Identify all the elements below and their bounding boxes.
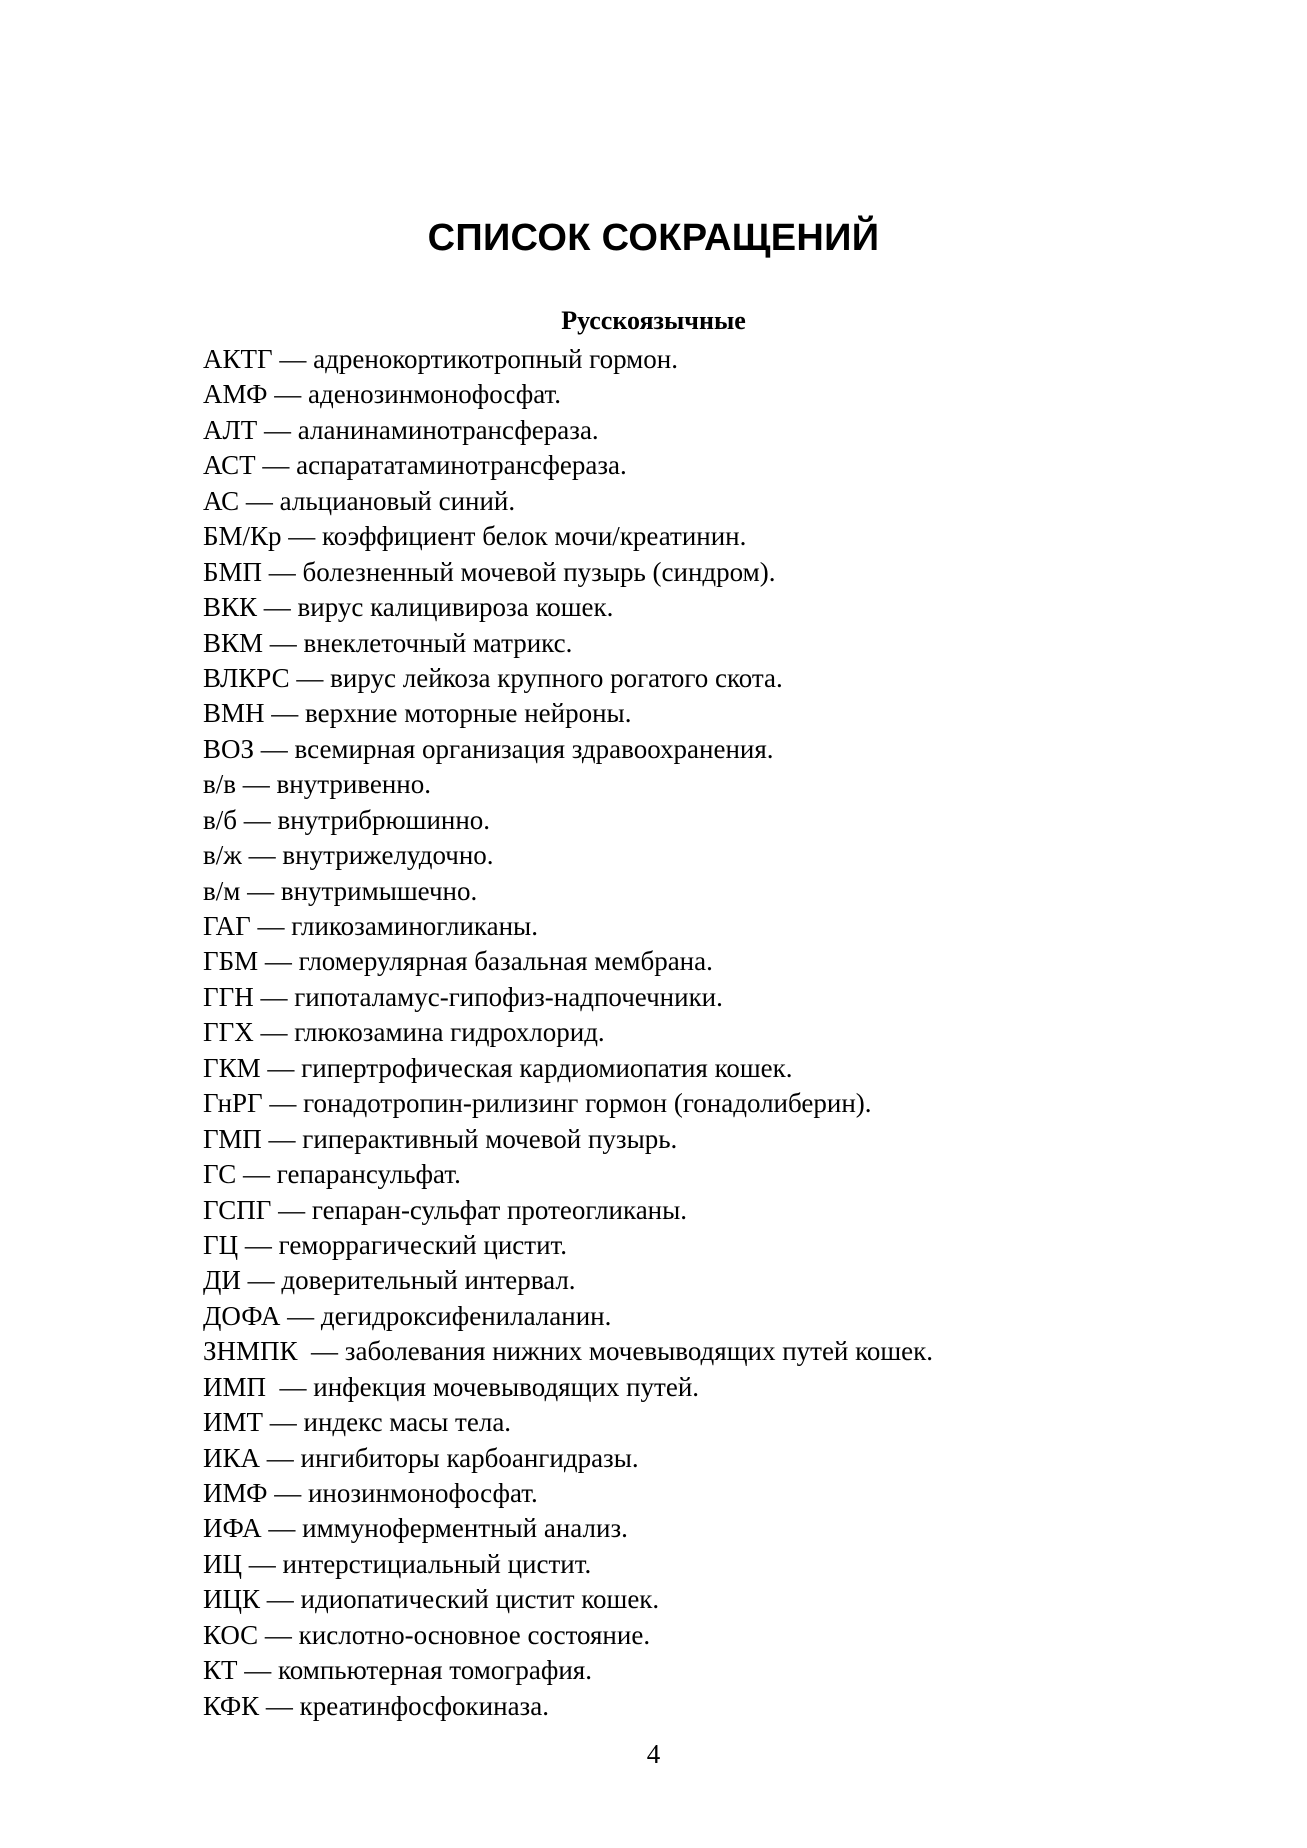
- abbreviation-entry: ИМП — инфекция мочевыводящих путей.: [203, 1371, 700, 1402]
- abbreviation-entry: ИМФ — инозинмонофосфат.: [203, 1478, 538, 1508]
- abbreviation-list: [203, 342, 1213, 1724]
- abbreviation-entry: КОС — кислотно-основное состояние.: [203, 1619, 651, 1650]
- abbreviation-entry: ВКМ — внеклеточный матрикс.: [203, 627, 573, 658]
- abbreviation-entry: ГСПГ — гепаран-сульфат протеогликаны.: [203, 1194, 688, 1225]
- abbreviation-entry: БМП — болезненный мочевой пузырь (синдром).: [203, 556, 776, 587]
- abbreviation-entry: ИЦК — идиопатический цистит кошек.: [203, 1584, 660, 1615]
- abbreviation-entry: ИЦ — интерстициальный цистит.: [203, 1548, 592, 1579]
- abbreviation-entry: ВОЗ — всемирная организация здравоохранения.: [203, 733, 774, 764]
- abbreviation-entry: АС — альциановый синий.: [203, 485, 516, 516]
- abbreviation-entry: ГМП — гиперактивный мочевой пузырь.: [203, 1123, 678, 1154]
- abbreviation-entry: АМФ — аденозинмонофосфат.: [203, 379, 562, 410]
- abbreviation-entry: БМ/Кр — коэффициент белок мочи/креатинин.: [203, 521, 747, 552]
- abbreviation-entry: ДОФА — дегидроксифенилаланин.: [203, 1300, 612, 1331]
- abbreviation-entry: ВЛКРС — вирус лейкоза крупного рогатого скота.: [203, 662, 783, 693]
- section-heading: Русскоязычные: [561, 306, 746, 335]
- abbreviation-entry: ДИ — доверительный интервал.: [203, 1265, 576, 1296]
- abbreviation-entry: ВМН — верхние моторные нейроны.: [203, 698, 632, 729]
- abbreviation-entry: ИКА — ингибиторы карбоангидразы.: [203, 1442, 639, 1473]
- abbreviation-entry: АЛТ — аланинаминотрансфераза.: [203, 414, 599, 445]
- abbreviation-entry: в/в — внутривенно.: [203, 769, 431, 800]
- abbreviation-entry: ГГХ — глюкозамина гидрохлорид.: [203, 1017, 605, 1048]
- abbreviation-entry: ИМТ — индекс масы тела.: [203, 1407, 512, 1438]
- abbreviation-entry: ГБМ — гломерулярная базальная мембрана.: [203, 946, 713, 977]
- abbreviation-entry: КТ — компьютерная томография.: [203, 1655, 592, 1686]
- abbreviation-entry: АКТГ — адренокортикотропный гормон.: [203, 344, 678, 374]
- abbreviation-entry: АСТ — аспарататаминотрансфераза.: [203, 450, 627, 481]
- abbreviation-entry: в/м — внутримышечно.: [203, 875, 478, 906]
- abbreviation-entry: ГГН — гипоталамус-гипофиз-надпочечники.: [203, 981, 723, 1012]
- abbreviation-entry: ИФА — иммуноферментный анализ.: [203, 1513, 628, 1544]
- abbreviation-entry: КФК — креатинфосфокиназа.: [203, 1690, 549, 1721]
- abbreviation-entry: ГКМ — гипертрофическая кардиомиопатия кошек.: [203, 1052, 793, 1083]
- abbreviation-entry: в/б — внутрибрюшинно.: [203, 804, 491, 835]
- abbreviation-entry: ГАГ — гликозаминогликаны.: [203, 911, 538, 941]
- abbreviation-entry: ЗНМПК — заболевания нижних мочевыводящих путей кошек.: [203, 1336, 934, 1367]
- abbreviation-entry: в/ж — внутрижелудочно.: [203, 840, 494, 871]
- abbreviation-entry: ГС — гепарансульфат.: [203, 1159, 461, 1190]
- abbreviation-entry: ГЦ — геморрагический цистит.: [203, 1229, 568, 1260]
- page-number: 4: [646, 1739, 661, 1769]
- page-title: СПИСОК СОКРАЩЕНИЙ: [427, 217, 880, 259]
- abbreviation-entry: ГнРГ — гонадотропин-рилизинг гормон (гонадолиберин).: [203, 1088, 872, 1119]
- abbreviation-entry: ВКК — вирус калицивироза кошек.: [203, 592, 614, 623]
